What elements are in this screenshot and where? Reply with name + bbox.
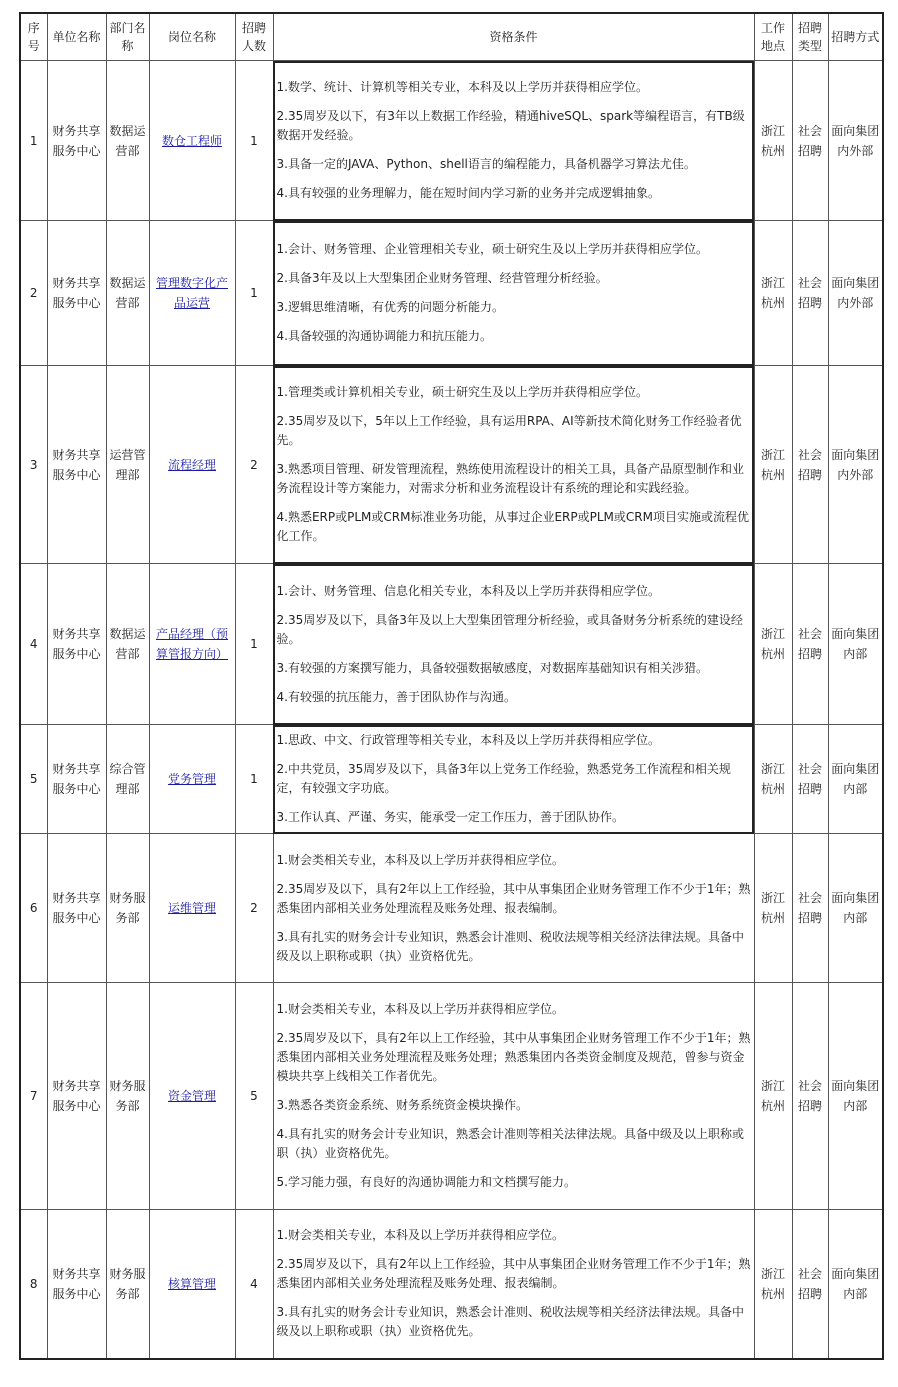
header-cell: 资格条件 (273, 13, 754, 61)
job-title-link[interactable]: 管理数字化产品运营 (155, 276, 228, 310)
job-title-link[interactable]: 运维管理 (167, 901, 216, 915)
header-row (20, 13, 883, 61)
header-cell: 部门名称 (106, 13, 149, 61)
department-cell: 财务服务部 (106, 983, 149, 1210)
table-row (20, 366, 883, 564)
requirement-item: 3.具有扎实的财务会计专业知识，熟悉会计准则、税收法规等相关经济法律法规。具备中级及以上职称或职（执）业资格优先。 (276, 1305, 744, 1339)
table-row (20, 564, 883, 725)
location-cell: 浙江杭州 (754, 366, 792, 564)
job-title-link[interactable]: 核算管理 (167, 1276, 216, 1291)
unit-name-cell: 财务共享服务中心 (47, 983, 106, 1210)
requirement-item: 1.财会类相关专业，本科及以上学历并获得相应学位。 (276, 1002, 564, 1016)
job-title-cell (149, 564, 235, 725)
department-cell: 数据运营部 (106, 61, 149, 221)
location-cell: 浙江杭州 (754, 983, 792, 1210)
department-cell: 数据运营部 (106, 564, 149, 725)
unit-name-cell: 财务共享服务中心 (47, 834, 106, 983)
recruit-type-cell: 社会招聘 (792, 366, 828, 564)
recruit-type-cell: 社会招聘 (792, 725, 828, 834)
requirement-item: 4.具有扎实的财务会计专业知识，熟悉会计准则等相关法律法规。具备中级及以上职称或职（执）业资格优先。 (276, 1127, 744, 1160)
requirement-item: 3.逻辑思维清晰，有优秀的问题分析能力。 (276, 300, 504, 314)
header-cell: 招聘方式 (828, 13, 883, 61)
requirement-item: 2.35周岁及以下，具备3年及以上大型集团管理分析经验，或具备财务分析系统的建设经验。 (276, 612, 743, 646)
recruitment-table-container (19, 12, 882, 1360)
requirement-item: 4.有较强的抗压能力，善于团队协作与沟通。 (276, 689, 516, 704)
requirements-cell (273, 725, 754, 834)
recruitment-table (19, 12, 884, 1360)
recruit-type-cell: 社会招聘 (792, 61, 828, 221)
recruit-method-cell: 面向集团内部 (828, 834, 883, 983)
job-title-link[interactable]: 数仓工程师 (161, 133, 222, 148)
requirement-item: 2.35周岁及以下，有3年以上数据工作经验，精通hiveSQL、spark等编程语言，有TB级数据开发经验。 (276, 109, 745, 142)
department-cell: 财务服务部 (106, 834, 149, 983)
row-number-cell: 6 (20, 834, 47, 983)
headcount-cell: 1 (235, 221, 273, 366)
recruit-type-cell: 社会招聘 (792, 564, 828, 725)
job-title-cell (149, 1210, 235, 1359)
requirement-item: 2.35周岁及以下，5年以上工作经验，具有运用RPA、AI等新技术简化财务工作经验者优先。 (276, 414, 742, 447)
requirement-item: 1.会计、财务管理、企业管理相关专业，硕士研究生及以上学历并获得相应学位。 (276, 242, 708, 256)
recruit-type-cell: 社会招聘 (792, 1210, 828, 1359)
table-row (20, 983, 883, 1210)
requirement-item: 4.熟悉ERP或PLM或CRM标准业务功能，从事过企业ERP或PLM或CRM项目实施或流程优化工作。 (276, 510, 749, 543)
requirement-item: 1.财会类相关专业，本科及以上学历并获得相应学位。 (276, 1228, 564, 1243)
job-title-cell (149, 61, 235, 221)
job-title-cell (149, 221, 235, 366)
recruit-type-cell: 社会招聘 (792, 221, 828, 366)
recruit-method-cell: 面向集团内部 (828, 983, 883, 1210)
header-cell: 招聘人数 (235, 13, 273, 61)
department-cell: 综合管理部 (106, 725, 149, 834)
department-cell: 运营管理部 (106, 366, 149, 564)
requirement-item: 2.中共党员，35周岁及以下，具备3年以上党务工作经验，熟悉党务工作流程和相关规定，有较强文字功底。 (276, 762, 731, 795)
job-title-cell (149, 366, 235, 564)
header-cell: 岗位名称 (149, 13, 235, 61)
table-row (20, 834, 883, 983)
header-cell: 工作地点 (754, 13, 792, 61)
row-number-cell: 1 (20, 61, 47, 221)
headcount-cell: 1 (235, 564, 273, 725)
table-row (20, 221, 883, 366)
requirement-item: 3.具有扎实的财务会计专业知识，熟悉会计准则、税收法规等相关经济法律法规。具备中级及以上职称或职（执）业资格优先。 (276, 929, 744, 963)
recruit-method-cell: 面向集团内外部 (828, 366, 883, 564)
department-cell: 财务服务部 (106, 1210, 149, 1359)
requirement-item: 2.35周岁及以下，具有2年以上工作经验，其中从事集团企业财务管理工作不少于1年；熟悉集团内部相关业务处理流程及账务处理、报表编制。 (276, 881, 751, 915)
requirement-item: 3.熟悉项目管理、研发管理流程，熟练使用流程设计的相关工具，具备产品原型制作和业务流程设计等方案能力，对需求分析和业务流程设计有系统的理论和实践经验。 (276, 462, 744, 495)
requirements-cell (273, 983, 754, 1210)
requirement-item: 1.管理类或计算机相关专业，硕士研究生及以上学历并获得相应学位。 (276, 385, 648, 399)
headcount-cell: 1 (235, 725, 273, 834)
requirements-cell (273, 221, 754, 366)
table-row (20, 61, 883, 221)
job-title-cell (149, 834, 235, 983)
table-row (20, 1210, 883, 1359)
location-cell: 浙江杭州 (754, 61, 792, 221)
job-title-link[interactable]: 党务管理 (167, 772, 216, 786)
row-number-cell: 4 (20, 564, 47, 725)
recruit-method-cell: 面向集团内部 (828, 564, 883, 725)
requirement-item: 4.具有较强的业务理解力，能在短时间内学习新的业务并完成逻辑抽象。 (276, 186, 660, 200)
unit-name-cell: 财务共享服务中心 (47, 61, 106, 221)
recruit-method-cell: 面向集团内外部 (828, 221, 883, 366)
requirement-item: 2.35周岁及以下，具有2年以上工作经验，其中从事集团企业财务管理工作不少于1年；熟悉集团内部相关业务处理流程及账务处理；熟悉集团内各类资金制度及规范，曾参与资金模块共享上线相关工作者优先。 (276, 1031, 751, 1083)
requirement-item: 1.会计、财务管理、信息化相关专业，本科及以上学历并获得相应学位。 (276, 583, 660, 598)
location-cell: 浙江杭州 (754, 725, 792, 834)
unit-name-cell: 财务共享服务中心 (47, 725, 106, 834)
job-title-cell (149, 725, 235, 834)
requirement-item: 5.学习能力强，有良好的沟通协调能力和文档撰写能力。 (276, 1175, 576, 1189)
header-cell: 单位名称 (47, 13, 106, 61)
requirement-item: 3.熟悉各类资金系统、财务系统资金模块操作。 (276, 1098, 528, 1112)
unit-name-cell: 财务共享服务中心 (47, 1210, 106, 1359)
location-cell: 浙江杭州 (754, 221, 792, 366)
requirements-cell (273, 366, 754, 564)
job-title-link[interactable]: 资金管理 (167, 1089, 216, 1103)
recruit-method-cell: 面向集团内部 (828, 1210, 883, 1359)
location-cell: 浙江杭州 (754, 564, 792, 725)
location-cell: 浙江杭州 (754, 834, 792, 983)
requirements-cell (273, 61, 754, 221)
requirements-cell (273, 834, 754, 983)
row-number-cell: 3 (20, 366, 47, 564)
recruit-method-cell: 面向集团内部 (828, 725, 883, 834)
header-cell: 招聘类型 (792, 13, 828, 61)
headcount-cell: 5 (235, 983, 273, 1210)
requirement-item: 3.有较强的方案撰写能力，具备较强数据敏感度，对数据库基础知识有相关涉猎。 (276, 660, 708, 675)
requirement-item: 2.具备3年及以上大型集团企业财务管理、经营管理分析经验。 (276, 271, 608, 285)
job-title-link[interactable]: 流程经理 (167, 457, 216, 472)
recruit-type-cell: 社会招聘 (792, 983, 828, 1210)
requirement-item: 4.具备较强的沟通协调能力和抗压能力。 (276, 329, 492, 343)
department-cell: 数据运营部 (106, 221, 149, 366)
header-cell: 序号 (20, 13, 47, 61)
table-row (20, 725, 883, 834)
requirements-cell (273, 564, 754, 725)
headcount-cell: 2 (235, 366, 273, 564)
job-title-link[interactable]: 产品经理（预算管报方向） (155, 627, 228, 661)
row-number-cell: 8 (20, 1210, 47, 1359)
requirement-item: 2.35周岁及以下，具有2年以上工作经验，其中从事集团企业财务管理工作不少于1年；熟悉集团内部相关业务处理流程及账务处理、报表编制。 (276, 1257, 751, 1291)
location-cell: 浙江杭州 (754, 1210, 792, 1359)
headcount-cell: 1 (235, 61, 273, 221)
requirement-item: 1.思政、中文、行政管理等相关专业，本科及以上学历并获得相应学位。 (276, 733, 660, 747)
requirements-cell (273, 1210, 754, 1359)
unit-name-cell: 财务共享服务中心 (47, 564, 106, 725)
recruit-method-cell: 面向集团内外部 (828, 61, 883, 221)
recruit-type-cell: 社会招聘 (792, 834, 828, 983)
row-number-cell: 2 (20, 221, 47, 366)
job-title-cell (149, 983, 235, 1210)
requirement-item: 3.工作认真、严谨、务实，能承受一定工作压力，善于团队协作。 (276, 810, 624, 824)
unit-name-cell: 财务共享服务中心 (47, 221, 106, 366)
headcount-cell: 4 (235, 1210, 273, 1359)
headcount-cell: 2 (235, 834, 273, 983)
unit-name-cell: 财务共享服务中心 (47, 366, 106, 564)
row-number-cell: 5 (20, 725, 47, 834)
requirement-item: 1.财会类相关专业，本科及以上学历并获得相应学位。 (276, 852, 564, 867)
row-number-cell: 7 (20, 983, 47, 1210)
requirement-item: 3.具备一定的JAVA、Python、shell语言的编程能力，具备机器学习算法尤佳。 (276, 157, 696, 171)
requirement-item: 1.数学、统计、计算机等相关专业，本科及以上学历并获得相应学位。 (276, 80, 648, 94)
